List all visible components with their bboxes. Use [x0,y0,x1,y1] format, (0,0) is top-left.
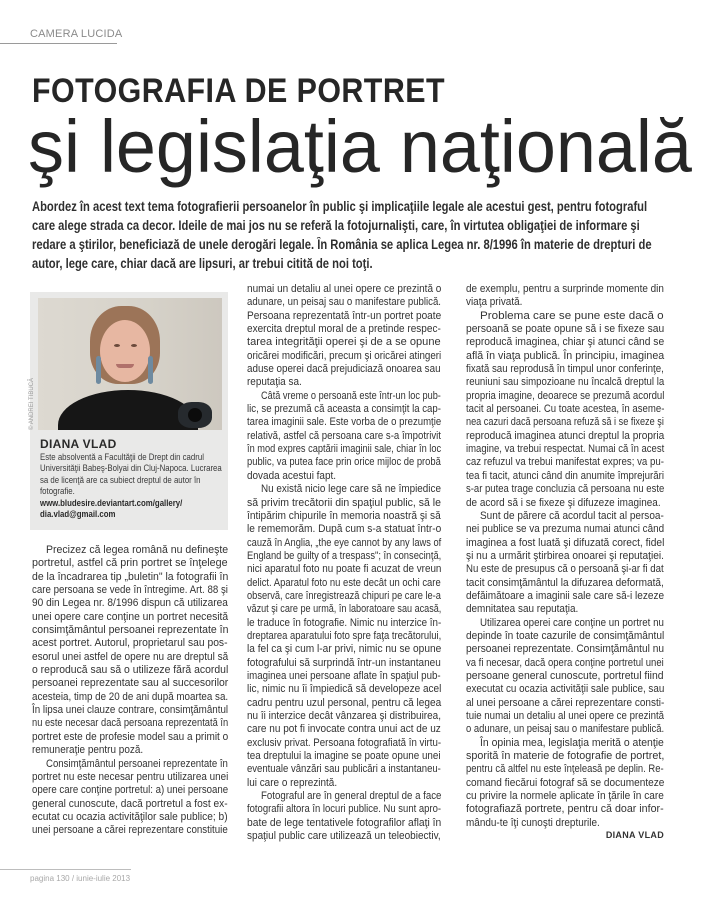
text-line-content: tarea integrităţii operei şi de a se opune [247,336,441,349]
text-line [32,691,228,704]
headline-subtitle-text: şi legislaţia naţională [28,105,692,188]
text-line-content: sa de licenţă are ca subiect dreptul de autor în [40,474,201,486]
text-line-content: fixată sau reprodusă în timpul unor conferinţe, [466,363,664,376]
text-line-content: nea cazuri dacă persoana refuză să i se fixeze şi [466,416,664,429]
text-line-content: Câtă vreme o persoană este într-un loc pub- [261,389,441,402]
text-line [247,310,441,323]
footer-divider [0,869,131,870]
text-line [466,390,664,403]
text-line-content: exercita dreptul moral de a pretinde respec- [247,323,441,336]
text-line-content: care alege strada ca decor. Ideile de mai jos nu se referă la fotojurnalişti, care, în virtutea obligaţiei de informare şi [32,218,640,233]
text-line [247,657,441,670]
text-line-content: comand fiecărui fotograf să se documenteze [466,776,665,789]
text-line-content: tea dreptului la imagine se poate opune unei [247,750,441,763]
text-line-content: propria imagine, deoarece se prezumă acordul [466,389,665,402]
author-photo [38,298,222,430]
text-line [247,817,441,830]
text-line [466,510,664,523]
text-line-content: persoană se poate opune să i se fixeze sau [466,323,665,336]
text-line-content: Problema care se pune este dacă o [480,309,664,322]
text-line-content: unei opere care conţine un portret necesită [32,610,229,623]
text-line-content: cadru pentru uzul personal, pentru că legea [247,696,442,709]
text-line [466,590,664,603]
text-line-content: Persoana reprezentată într-un portret poate [247,309,442,322]
text-line [32,651,228,664]
text-line [247,483,441,496]
text-line-content: persoanei reprezentate. Consimţământul nu [466,643,665,656]
text-line-content: oricărei modificări, precum şi oricărei atingeri [247,349,442,362]
text-line-content: imaginea unei persoane aflate în spaţiul pub- [247,669,441,682]
text-line-content: să privim trecătorii din spaţiul public, să le [247,496,441,509]
text-line [466,670,664,683]
text-line-content: mându-te îţi cunoşti drepturile. [466,816,600,829]
text-line [32,216,682,235]
text-line [247,577,441,590]
text-line [32,811,228,824]
headline-text: FOTOGRAFIA DE PORTRET [32,72,445,110]
text-line [466,430,664,443]
section-label: CAMERA LUCIDA [30,28,123,40]
text-line-content: la fel ca şi cum l-ar privi, nimic nu se opune [247,643,442,656]
article-column-1 [32,544,228,838]
author-box [30,292,228,530]
text-line [466,376,664,389]
text-line-content: Consimţământul persoanei reprezentate în [46,757,228,770]
text-line [32,677,228,690]
text-line-content: tacit consimţământul la difuzarea deformată, [466,576,664,589]
author-signature: DIANA VLAD [605,830,664,840]
text-line-content: o reproducă sau să o utilizeze fără acordul [32,664,229,677]
text-line [247,390,441,403]
text-line [247,456,441,469]
text-line-content: persoane general cunoscute, portretul fiind [466,669,664,682]
headline-line-2 [28,105,692,188]
text-line-content: Universităţii Babeş-Bolyai din Cluj-Napoca. Lucrarea [40,463,222,475]
text-line-content: care nu pot fi invocate contra unui act de uz [247,723,441,736]
text-line [32,798,228,811]
text-line [247,283,441,296]
text-line-content: le traduce în fotografie. Nimic nu interzice în- [247,616,442,629]
text-line [247,670,441,683]
text-line [466,296,664,309]
text-line [247,563,441,576]
text-line [247,363,441,376]
text-line-content: Fotograful are în general dreptul de a face [261,790,442,803]
text-line [247,790,441,803]
text-line [32,544,228,557]
text-line-content: viaţa privată. [466,296,523,309]
text-line [466,657,664,670]
text-line [247,617,441,630]
text-line [247,350,441,363]
text-line-content: văzut şi care pe urmă, în laboratoare sau acasă, [247,603,442,616]
text-line-content: întipărim chipurile în memoria noastră şi să [247,509,441,522]
text-line-content: portretul, astfel că prin portret se înţelege [32,557,228,570]
text-line [32,784,228,797]
text-line [247,523,441,536]
text-line [32,758,228,771]
text-line [32,597,228,610]
text-line [466,483,664,496]
page-footer: pagina 130 / iunie-iulie 2013 [30,874,131,883]
text-line-content: 90 din Legea nr. 8/1996 dispun că utilizarea [32,597,228,610]
author-website-link[interactable] [40,498,222,509]
text-line-content: tea fi tacit, atunci când din anumite împrejurări [466,469,665,482]
text-line-content: acesteia, timp de 20 de ani după moartea sa. [32,690,229,703]
text-line-content: În lipsa unei clauze contrare, consimţământul [32,704,229,717]
text-line-content: England be guilty of a trespass"; în consecinţă, [247,549,442,562]
text-line [466,336,664,349]
text-line [32,731,228,744]
photo-credit: © ANDREI TIBUCĂ [29,378,35,430]
text-line-content: persoanei reprezentate sau al succesorilor [32,677,229,690]
text-line-content: fotografului să surprindă într-un instantaneu [247,656,441,669]
text-line [466,683,664,696]
text-line-content: aduse operei dacă prejudiciază onoarea sau [247,363,441,376]
text-line-content: reuniuni sau simpozioane nu încalcă dreptul la [466,376,665,389]
text-line [32,664,228,677]
text-line-content: le rememorăm. După cum s-a statuat într-o [247,523,442,536]
text-line [32,704,228,717]
text-line [466,363,664,376]
text-line-content: acest portret. Autorul, proprietarul sau pos- [32,637,228,650]
text-line [247,336,441,349]
text-line-content: care persoana se vede în întregime. Art. 88 şi [32,584,228,597]
text-line-content: de acord să i se fixeze şi difuzeze imaginea. [466,496,661,509]
text-line-content: sporită în materie de fotografie de portret, [466,750,665,763]
text-line-content: bate de lege tentativele fotografilor aflaţi în [247,816,442,829]
text-line-content: reproducă imaginea atunci dreptul la propria [466,429,665,442]
text-line-content: unei persoane a cărei reprezentare constituie [32,824,228,837]
text-line-content: fotografiază portrete, pentru că doar infor- [466,803,664,816]
text-line-content: numai un detaliu al unei opere ce prezintă o [247,283,442,295]
text-line-content: în mod expres captării imaginii sale, chiar în loc [247,443,442,456]
text-line [466,777,664,790]
text-line [32,624,228,637]
text-line [466,763,664,776]
text-line [247,416,441,429]
text-line-content: pentru că altfel nu este înţeleasă pe deplin. Re- [466,763,664,776]
text-line [40,463,222,474]
text-line [247,510,441,523]
text-line-content: Sunt de părere că acordul tacit al persoa- [480,509,664,522]
text-line-content: şi nu a urmărit ştirbirea onoarei şi reputaţiei. [466,549,664,562]
text-line [247,430,441,443]
text-line-content: observă, care înregistrează chipuri pe care le-a [247,589,441,602]
text-line-content: Abordez în acest text tema fotografierii persoanelor în public şi implicaţiile legale ale acestui gest, pentru fotograful [32,199,648,214]
text-line [466,790,664,803]
text-line-content: nu îi interzice decât vânzarea şi distribuirea, [247,710,441,722]
text-line-content: tuie numai un detaliu al unei opere ce prezintă [466,710,665,722]
text-line-content: dia.vlad@gmail.com [40,508,116,520]
text-line [247,590,441,603]
text-line-content: defăimătoare a imaginii sale care să-i lezeze [466,589,665,602]
text-line [466,803,664,816]
author-name: DIANA VLAD [40,437,117,451]
text-line-content: fotografii altora în locuri publice. Nu sunt apro- [247,803,442,816]
text-line [466,617,664,630]
text-line-content: s-ar putea trage concluzia că persoana nu este [466,483,665,496]
text-line [247,777,441,790]
text-line [466,603,664,616]
text-line [32,771,228,784]
text-line [466,723,664,736]
text-line [247,723,441,736]
text-line [32,197,682,216]
text-line-content: general cunoscute, dacă portretul a fost ex- [32,797,228,810]
text-line [466,310,664,323]
text-line-content: delict. Aparatul foto nu este decât un ochi care [247,576,441,589]
text-line [247,376,441,389]
text-line-content: imagine, va trebui respectat. Numai că în acest [466,443,665,456]
text-line [466,697,664,710]
text-line-content: lic, se prezumă că aceasta a consimţit la cap- [247,403,441,416]
text-line-content: al unei persoane a cărei reprezentare consti- [466,696,665,709]
text-line [247,697,441,710]
text-line-content: public, va putea face prin orice mijloc de probă [247,456,441,469]
text-line [466,643,664,656]
article-lead [32,197,682,273]
text-line-content: de la încadrarea tip „buletin" la fotografii în [32,570,229,583]
text-line-content: Nu este de presupus că o persoană şi-ar fi dat [466,563,664,576]
text-line-content: nu este necesar dacă persoana reprezentată în [32,717,229,730]
text-line-content: esorul unei astfel de opere nu are dreptul să [32,650,229,663]
text-line-content: reproducă imaginea, chiar şi atunci când se [466,336,665,349]
text-line [247,497,441,510]
text-line [466,403,664,416]
text-line [40,452,222,463]
text-line [32,637,228,650]
text-line [32,611,228,624]
text-line-content: află în viaţa publică. În principiu, imaginea [466,349,665,362]
text-line-content: eventuale vânzări sau publicări a instantaneu- [247,763,441,776]
text-line [466,497,664,510]
text-line [247,737,441,750]
text-line-content: autor, lege care, chiar dacă are lipsuri, ar trebui citită de noi toţi. [32,256,373,271]
author-email-link[interactable] [40,509,222,520]
text-line-content: nei publice se va prezuma numai atunci când [466,523,665,536]
text-line [32,584,228,597]
text-line-content: adunare, un peisaj sau o manifestare publică. [247,296,441,309]
text-line [247,683,441,696]
text-line [247,323,441,336]
text-line [40,475,222,486]
text-line [247,803,441,816]
text-line [32,557,228,570]
text-line [247,710,441,723]
text-line-content: dreptarea aparatului foto spre faţa trecătorului, [247,629,442,642]
text-line [32,254,682,273]
text-line [466,710,664,723]
text-line [247,443,441,456]
text-line-content: lic, nimic nu îi împiedică să developeze acel [247,683,442,696]
text-line [466,523,664,536]
text-line [466,737,664,750]
headline-line-1 [32,72,445,108]
text-line-content: tarea imaginii sale. Este vorba de o prezumţie [247,416,442,429]
text-line-content: nici aparatul foto nu poate fi acuzat de vreun [247,563,442,576]
text-line [32,235,682,254]
text-line-content: cu privire la normele aplicate în ţările în care [466,790,664,803]
section-divider [0,43,117,44]
text-line [466,350,664,363]
text-line [32,717,228,730]
text-line-content: lui care o reprezintă. [247,776,338,789]
text-line [247,630,441,643]
text-line-content: imaginea a fost luată şi difuzată corect, fidel [466,536,665,549]
text-line [247,537,441,550]
text-line [247,296,441,309]
text-line [247,403,441,416]
text-line-content: În opinia mea, legislaţia merită o atenţie [480,736,664,749]
text-line-content: ecutat cu ocazia activităţilor sale publice; b) [32,810,228,823]
text-line [466,456,664,469]
article-column-3 [466,283,664,830]
text-line [466,550,664,563]
text-line [466,416,664,429]
text-line-content: tacit al persoanei. Cu toate acestea, în aseme- [466,403,665,416]
text-line [466,750,664,763]
text-line [247,603,441,616]
text-line [466,323,664,336]
text-line-content: remuneraţie pentru poză. [32,744,144,757]
text-line-content: caz refuzul va trebui manifestat expres; va pu- [466,456,664,469]
text-line [32,824,228,837]
text-line-content: depinde în toate cazurile de consimţământul [466,629,665,642]
text-line-content: Precizez că legea română nu defineşte [46,544,229,556]
text-line-content: portret nu este necesar pentru utilizarea unei [32,770,229,783]
text-line-content: fotografie. [40,486,75,498]
text-line [247,763,441,776]
author-bio [40,452,222,520]
text-line-content: relativă, astfel că persoana care s-a împotrivit [247,429,441,442]
text-line-content: consimţământul persoanei reprezentate în [32,624,229,637]
text-line [466,630,664,643]
text-line-content: Nu există nicio lege care să ne împiedice [261,483,441,496]
text-line [466,817,664,830]
text-line-content: de exemplu, pentru a surprinde momente din [466,283,664,295]
article-column-2 [247,283,441,843]
text-line-content: cauză în Anglia, „the eye cannot by any laws of [247,536,442,549]
text-line-content: exclusiv privat. Persoana fotografiată în virtu- [247,736,442,749]
text-line [32,744,228,757]
text-line-content: Este absolventă a Facultăţii de Drept din cadrul [40,452,204,463]
text-line-content: spaţiul public care utilizează un teleobiectiv, [247,830,441,843]
text-line [466,563,664,576]
text-line-content: dovada acestui fapt. [247,469,337,482]
text-line [466,537,664,550]
text-line-content: demnitatea sau reputaţia. [466,603,579,616]
text-line-content: redare a ştirilor, beneficiază de unele derogări legale. În România se aplica Legea nr. 8/1996 în materie de drepturi de [32,237,652,252]
text-line-content: executat cu ocazia activităţii sale publice, sau [466,683,665,696]
text-line [247,643,441,656]
text-line [40,486,222,497]
text-line [466,577,664,590]
text-line-content: o adunare, un peisaj sau o manifestare publică. [466,723,665,736]
text-line [247,750,441,763]
text-line-content: www.bludesire.deviantart.com/gallery/ [40,497,183,509]
text-line [466,470,664,483]
text-line [247,830,441,843]
text-line [466,283,664,296]
text-line [32,571,228,584]
text-line-content: opere care conţine portretul: a) unei persoane [32,784,229,797]
text-line [247,470,441,483]
text-line-content: Utilizarea operei care conţine un portret nu [480,616,664,629]
text-line [466,443,664,456]
text-line-content: reputaţia sa. [247,376,302,389]
text-line-content: portret este de profesie model sau a primit o [32,730,229,743]
text-line [247,550,441,563]
text-line-content: va fi necesar, dacă opera conţine portretul unei [466,656,664,669]
